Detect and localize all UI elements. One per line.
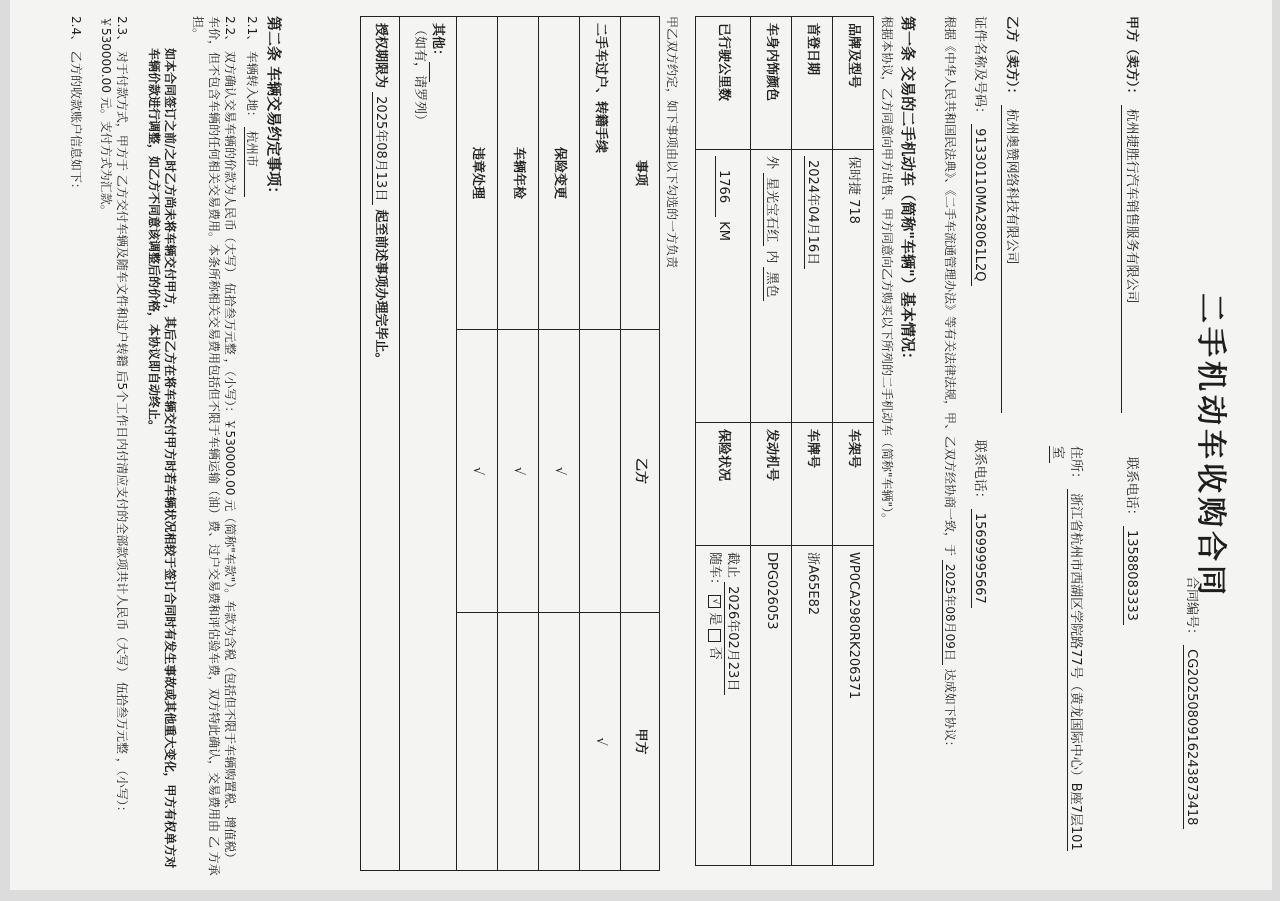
vehicle-engine: DPG026053 [751,546,792,866]
vehicle-reg-date: 2024年04月16日 [792,150,833,423]
table-row: 车身内饰颜色 外 星光宝石红 内 黑色 发动机号 DPG026053 [751,17,792,866]
table-row: 违章处理 √ [457,17,498,871]
vehicle-mileage: 1766 KM [696,150,751,423]
responsibility-table [360,16,660,871]
vehicle-table [695,16,874,866]
article-1-intro: 根据本协议，乙方同意向甲方出售、甲方同意向乙方购买以下所列的二手机动车（简称"车辆"）。 [880,16,894,526]
table-row: 保险变更 √ [539,17,580,871]
party-b-row: 乙方（卖方）： 杭州奥赞网络科技有限公司 [1001,16,1020,413]
table-row [361,17,400,871]
table-row: 车辆年检 √ [498,17,539,871]
party-a-row: 甲方（卖方）： 杭州捷胜行汽车销售服务有限公司 联系电话： 13588083333 [1121,16,1140,625]
party-b-phone: 15699995667 [971,509,987,608]
party-a-name: 杭州捷胜行汽车销售服务有限公司 [1121,105,1140,413]
clause-2-2: 2.2、 双方确认交易车辆的价款为人民币（大写） 伍拾叁万元整 ，（小写）：￥530000.00 元（简称"车款"）。车款为含税（包括但不限于车辆购置税、增值税）车价，但不包含车辆的任何相关交易费用。本条所称相关交易费用包括但不限于车辆运输（油）费、过户交易费和评估验车费，双方特此确认，交易费用由 乙 方承担。 [190,16,237,876]
contract-page [10,0,1272,890]
contract-body [50,16,1250,876]
vehicle-plate: 浙A65E82 [792,546,833,866]
clause-2-2-bold: 如本合同签订之前/之时乙方尚未将车辆交付甲方，其后乙方在将车辆交付甲方时若车辆状况相较于签订合同时有发生事故或其他重大变化，甲方有权单方对车辆价款进行调整，如乙方不同意该调整后的价格，本协议即自动终止。 [146,48,177,869]
party-a-address: 住所： 浙江省杭州市西湖区学院路77号（黄龙国际中心）B座7层101室 [1050,446,1083,851]
party-a-phone: 13588083333 [1123,526,1139,625]
responsibility-intro: 甲乙双方约定，如下事项由以下勾选的一方负责 [665,16,679,269]
page-title: 二手机动车收购合同 [1193,293,1228,599]
article-2-heading: 第二条 车辆交易约定事项： [265,16,283,202]
clause-2-3: 2.3、 对于付款方式，甲方于 乙方交付车辆及随车文件和过户转籍 后5个工作日内付清应支付的全部款项共计人民币（大写） 伍拾叁万元整 ，（小写）：￥530000.00 元。支付方式为汇款。 [98,16,129,818]
yes-checkbox: √ [708,595,721,608]
vehicle-brand: 保时捷 718 [833,150,874,423]
table-row: 品牌及型号 保时捷 718 车架号 WP0CA2980RK206371 [833,17,874,866]
table-row: 事项 乙方 甲方 [621,17,660,871]
other-cell: 其他： （如有，请罗列） [400,17,457,871]
contract-number-value: CG2025080916243873418 [1183,645,1199,829]
authorization-period: 授权期限为 2025年08月13日 起至前述事项办理完毕止。 [361,17,400,871]
party-b-name: 杭州奥赞网络科技有限公司 [1001,105,1020,413]
clause-2-1: 2.1、 车辆转入地： 杭州市 [244,16,260,197]
no-checkbox [708,629,721,642]
party-b-id: 91330110MA28061L2Q [971,124,987,285]
vehicle-color: 外 星光宝石红 内 黑色 [751,150,792,423]
vehicle-vin: WP0CA2980RK206371 [833,546,874,866]
preamble: 根据《中华人民共和国民法典》、《二手车流通管理办法》等有关法律法规，甲、乙双方经协商一致，于 2025年08月09日 达成如下协议： [943,16,957,753]
table-row: 二手车过户、转籍手续 √ [580,17,621,871]
contract-number: 合同编号： CG2025080916243873418 [1182,576,1200,829]
table-row: 首登日期 2024年04月16日 车牌号 浙A65E82 [792,17,833,866]
vehicle-insurance: 截止 2026年02月23日 随车： √ 是 否 [696,546,751,866]
table-row [400,17,457,871]
table-row: 已行驶公里数 1766 KM 保险状况 截止 2026年02月23日 随车： √ 是 否 [696,17,751,866]
article-1-heading: 第一条 交易的二手机动车（简称"车辆"）基本情况： [899,16,917,367]
party-b-id-row: 证件名称及号码： 91330110MA28061L2Q 联系电话： 15699995667 [970,16,988,608]
clause-2-4: 2.4、 乙方的收款账户信息如下： [69,16,83,195]
